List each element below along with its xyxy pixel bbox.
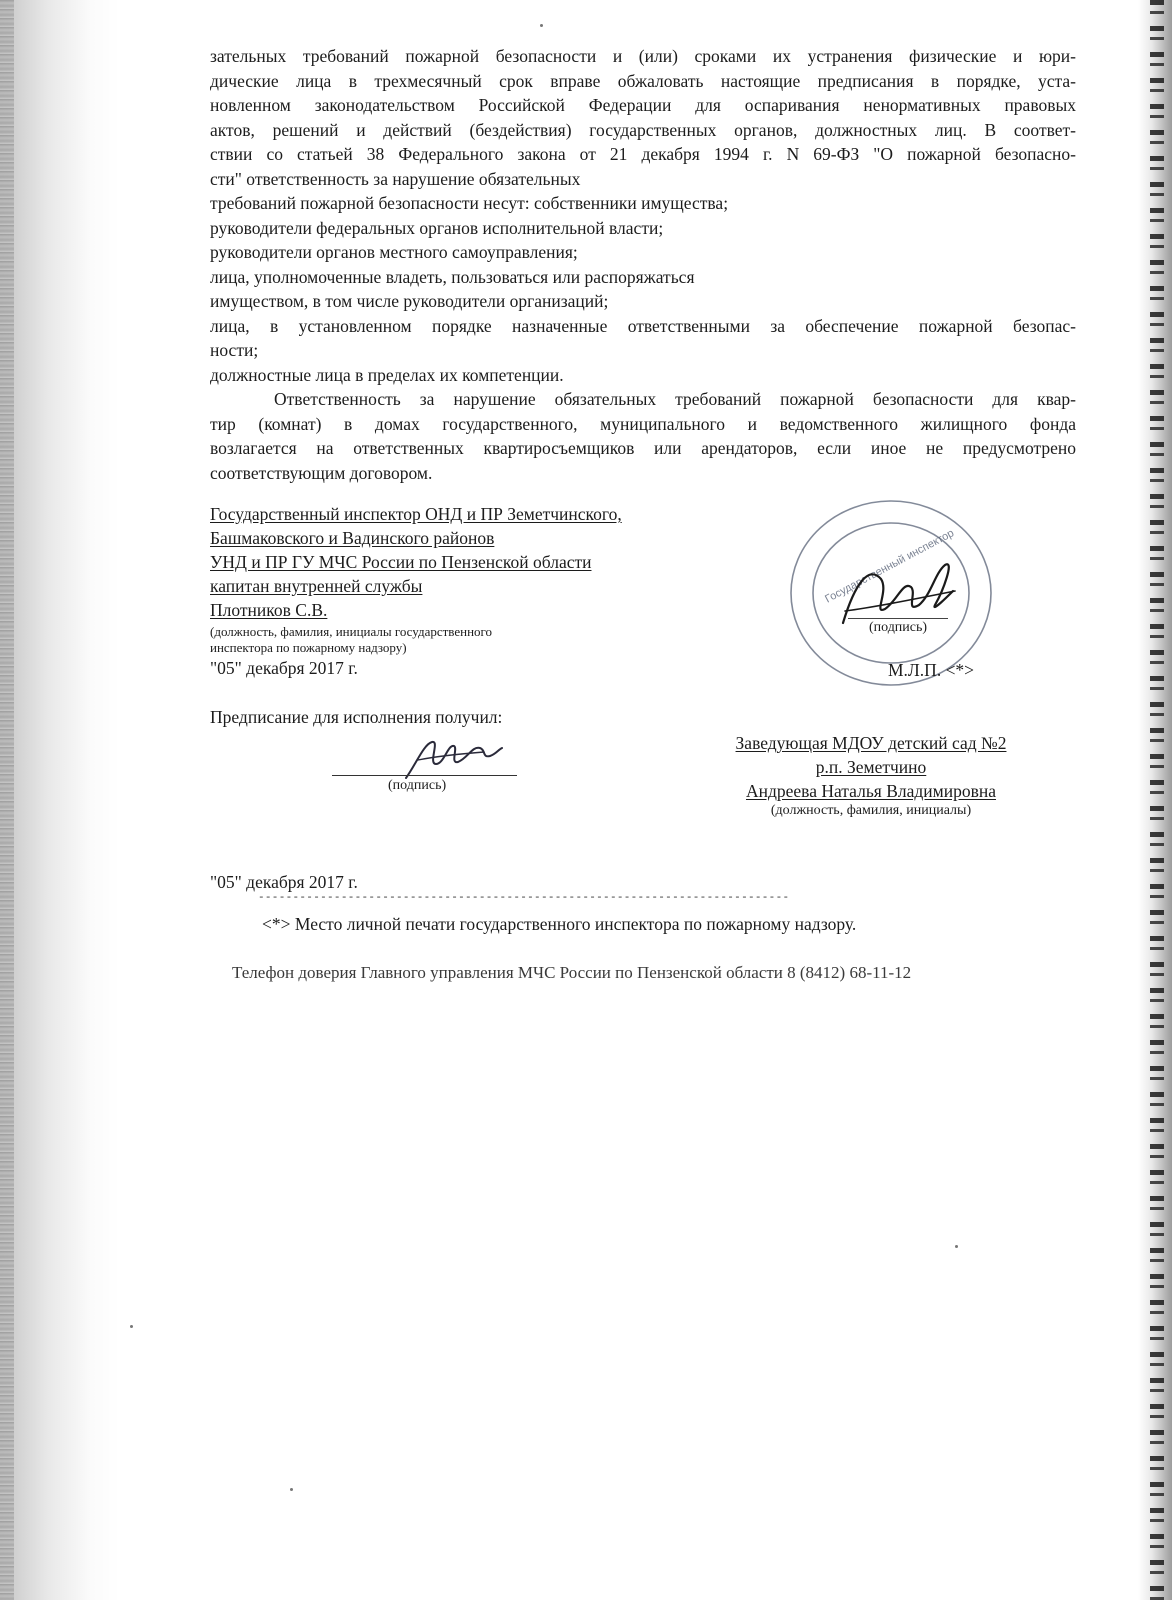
- body-line: должностные лица в пределах их компетенции.: [210, 364, 564, 385]
- scan-speck: [290, 1488, 293, 1491]
- inspector-signature: [843, 564, 953, 623]
- inspector-signature-caption: (подпись): [848, 618, 948, 636]
- recipient-signature-caption: (подпись): [388, 778, 447, 793]
- recipient-name: Андреева Наталья Владимировна: [745, 781, 997, 801]
- recipient-block: [700, 731, 1042, 819]
- inspector-line: УНД и ПР ГУ МЧС России по Пензенской области: [210, 552, 592, 572]
- footnote-text: <*> Место личной печати государственного инспектора по пожарному надзору.: [262, 914, 857, 934]
- body-line: ствии со статьей 38 Федерального закона от 21 декабря 1994 г. N 69-ФЗ "О пожарной безопасно-: [210, 144, 1076, 164]
- scan-speck: [130, 1325, 133, 1328]
- paragraph-line: Ответственность за нарушение обязательных требований пожарной безопасности для квар-: [274, 389, 1076, 409]
- received-date: "05" декабря 2017 г.: [210, 872, 358, 892]
- inspector-caption: (должность, фамилия, инициалы государственного: [210, 624, 493, 639]
- scan-edge-left: [0, 0, 14, 1600]
- footnote-divider: -----------------------------------------------------------------------------: [258, 892, 790, 904]
- inspector-date: "05" декабря 2017 г.: [210, 658, 358, 678]
- recipient-line: р.п. Земетчино: [815, 757, 927, 777]
- scan-shadow-left: [0, 0, 120, 1600]
- body-line: руководители федеральных органов исполнительной власти;: [210, 217, 664, 238]
- body-line: зательных требований пожарной безопасности и (или) сроками их устранения физические и юри-: [210, 46, 1076, 66]
- body-line: актов, решений и действий (бездействия) государственных органов, должностных лиц. В соответ-: [210, 119, 1076, 140]
- body-line: требований пожарной безопасности несут: собственники имущества;: [210, 193, 729, 213]
- paragraph-line: тир (комнат) в домах государственного, муниципального и ведомственного жилищного фонда: [210, 413, 1076, 434]
- recipient-caption: (должность, фамилия, инициалы): [770, 803, 972, 818]
- hotline-text: Телефон доверия Главного управления МЧС России по Пензенской области 8 (8412) 68-11-12: [232, 963, 912, 982]
- scan-speck: [955, 1245, 958, 1248]
- scan-speck: [540, 24, 543, 27]
- body-line: лица, в установленном порядке назначенные ответственными за обеспечение пожарной безопас-: [210, 315, 1076, 336]
- body-line: дические лица в трехмесячный срок вправе обжаловать настоящие предписания в порядке, уста-: [210, 70, 1076, 91]
- body-line: руководители органов местного самоуправления;: [210, 242, 578, 262]
- inspector-caption: инспектора по пожарному надзору): [210, 640, 407, 655]
- inspector-name: Плотников С.В.: [210, 600, 328, 620]
- body-line: ности;: [210, 340, 259, 360]
- recipient-signature-line: [332, 775, 517, 776]
- recipient-line: Заведующая МДОУ детский сад №2: [735, 733, 1007, 753]
- seal-place-mark: М.Л.П. <*>: [888, 660, 975, 680]
- inspector-line: Государственный инспектор ОНД и ПР Земетчинского,: [210, 504, 622, 524]
- received-label: Предписание для исполнения получил:: [210, 707, 503, 727]
- inspector-line: Башмаковского и Вадинского районов: [210, 528, 495, 548]
- body-line: новленном законодательством Российской Федерации для оспаривания ненормативных правовых: [210, 95, 1076, 115]
- stamp-text: Государственный инспектор: [823, 527, 957, 606]
- inspector-block: [210, 502, 730, 680]
- body-line: сти" ответственность за нарушение обязательных: [210, 168, 581, 189]
- perforation-edge: [1150, 0, 1164, 1600]
- body-line: имуществом, в том числе руководители организаций;: [210, 291, 609, 311]
- document-body: [210, 44, 1076, 485]
- paragraph-line: возлагается на ответственных квартиросъемщиков или арендаторов, если иное не предусмотрено: [210, 438, 1076, 458]
- body-line: лица, уполномоченные владеть, пользоваться или распоряжаться: [210, 266, 695, 287]
- inspector-line: капитан внутренней службы: [210, 576, 423, 596]
- paragraph-line: соответствующим договором.: [210, 462, 433, 483]
